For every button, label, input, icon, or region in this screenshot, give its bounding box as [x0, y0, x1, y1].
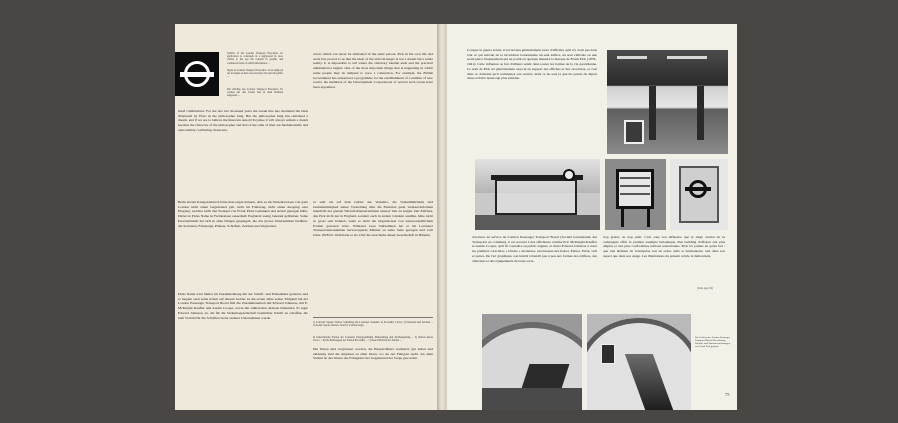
- german-text-column-1-continued: Picks Name wird immer im Zusammenhang mit der Schrift- und Plakatkunst genannt, und er begann auch seine Arbeit auf diesem Gebiet. In die ersten Jahre seiner Tätigkeit bei der London Passenger Transport Board fällt die Zusammenarbeit mit Edward Johnston, mit E. McKnight Kauffer und Austin Cooper, sowie mit zahlreichen anderen Künstlern. Er regte Edward Johnston an, die für die Verkehrsgesellschaft bestimmte Schrift zu schaffen, die zum Vorbild für die Schriften vieler anderer Unternehmen wurde.: [178, 292, 308, 320]
- notice-line: [620, 193, 650, 195]
- german-text-column-1: Beim letzten Kriegsausbruch hätte man sagen können, dass es im Verkehrswesen von ganz London nicht einen Gegenstand gab, nicht im Fahrzeug, nicht einen Ausgang oder Eingang, welcher nicht den Stempel von Frank Picks Gedanken und Arbeit getragen hätte. Dabei ist Picks Name in Fachkreisen ausserhalb Englands wenig bekannt geblieben. Seine Persönlichkeit hat sich in allen Dingen gespiegelt, die das grosse Unternehmen berührte: die Stationen, Fahrzeuge, Plakate, Schriften, Zeichen und Wegweiser.: [178, 200, 308, 228]
- underground-roundel-logo: [175, 52, 219, 96]
- pillar: [697, 86, 704, 140]
- right-page: [447, 24, 737, 410]
- english-text-column-2: actors which can never be embodied in the same person. Pick in his own life and work has proved to us that the ideal of the artist manager is not a dream but a noble reality. It is impossible to tell where the visionary idealist ends and the practical administrator begins. One of the most important things that is happening in which some people may be tempted to trace a connection. For example, the British Government has announced a programme for the establishment of a number of new towns; the members of the Development Corporations of several such towns have been appointed.: [313, 52, 433, 89]
- pavement: [475, 215, 600, 230]
- footnote-1: 1) Leicester Square Station, Schriftzug des Londoner Verkehrs. 2) Piccadilly Circus. 3) Stationen und Zeichen ... Leicester Square Station, detail of a lettered sign.: [313, 321, 433, 328]
- french-text-intro: Lorsque la guerre éclata, il est devenu généralement exact d'affirmer qu'il n'y avait pas dans tout ce qui relevait de la circulation londonienne un seul édifice, un seul véhicule ou une seule pièce d'équipement qui ne portât en quelque manière la marque de Frank Pick (1878–1941). Cette influence se fait d'ailleurs sentir dans toutes les formes de la vie quotidienne. Le nom de Pick est généralement associé au support des affiches et des caractères, et c'est dans ce domaine qu'il commença son oeuvre; mais ce ne sont là que les points de départ d'une activité beaucoup plus étendue.: [467, 48, 597, 81]
- notice-board: [616, 169, 654, 209]
- photo-platform-tunnel: [482, 314, 582, 410]
- german-text-column-2-end: Die Uhren sind vergrössert worden, die Hauptschilder verändert; gut lesbar und eindeutig sind die Angaben an allen Orten, wo sie der Fahrgast sucht. An allen Stellen ist das Wesen des Fahrgastes der Gegenstand der Sorge geworden.: [313, 347, 433, 361]
- continued-note: (Suite page 84): [697, 287, 713, 290]
- roundel-bar: [180, 72, 214, 77]
- ceiling-light: [617, 56, 647, 59]
- photo-bus-shelter: [475, 159, 600, 230]
- french-text-column-1: d'oeuvrer au service du London Passenger Transport Board (Société londonienne des Transports en commun), il est recouru à des affichistes comme Eric McKnight-Kauffer et Austin Cooper, qu'il fit connaître au public anglais, et invita Edward Johnston à créer les premiers caractères « bâtons » modernes, précurseurs des Kabel, Futura, Erbar, Gill et autres. De l'art graphique, son intérêt s'étendit peu à peu aux formes des édifices, des véhicules et des équipements de toute sorte.: [472, 235, 597, 263]
- notice-line: [620, 185, 650, 187]
- platform: [482, 388, 582, 410]
- wall-panel: [601, 344, 615, 364]
- logo-caption-french: Signe de London Transport Executive. Il est employé sur les lignes et dans tous les lieux d'accueil du public ...: [227, 69, 283, 79]
- page-number: 75: [725, 392, 730, 397]
- pillar: [649, 86, 656, 140]
- logo-caption-english: Symbol of the London Transport Executive. Its application is consistent in a signposted in case, visible to the eye the roundel in graphic and continuous form, in which information ...: [227, 52, 283, 65]
- roundel-bar-icon: [685, 187, 711, 191]
- logo-caption-german: Die Zeichen des London Transport Executive. Es werden auf den Linien und in allen Räumen eingesetzt ...: [227, 88, 283, 98]
- photo-notice-board: [605, 159, 666, 230]
- board-leg: [621, 209, 624, 227]
- photo-roundel-sign: [670, 159, 728, 230]
- photo-station-interior: [607, 50, 728, 154]
- board-leg: [647, 209, 650, 227]
- french-text-column-2: trop grand, ou trop petit. C'est sous son influence que le siège central de sa compagnie offrit le premier exemple britannique d'un building d'affaires aux plus amples et aux plus confortables stations souterraines. Pick n'a jamais eu qu'un but : que tout élément de l'entreprise soit en ordre, utile et harmonieux, tant dans son aspect que dans son usage. Les illustrations du présent article le démontrent.: [603, 235, 725, 258]
- shelter: [495, 179, 577, 215]
- photo-caption: Die Zeichen der London Passenger Transport Board: Beleuchtung, Schilder und Stationseinrichtungen, von Frank Pick geplant.: [695, 336, 731, 349]
- notice-line: [620, 177, 650, 179]
- bus-stop-sign: [563, 169, 575, 181]
- ceiling-light: [667, 56, 707, 59]
- kiosk: [624, 120, 644, 144]
- photo-escalator-hall: [587, 314, 691, 410]
- footnote-2: 4) Unterirdische Station der Londoner Untergrundbahn, Beleuchtung und Zeichengebung ... 5) Station Arnos Grove ... 6) Die Rolltreppen der Station Piccadilly ... 7) Neue Plattform der Station ...: [313, 336, 433, 343]
- book-gutter: [437, 24, 447, 410]
- footnote-rule: [313, 317, 433, 318]
- left-page: [175, 24, 437, 410]
- german-text-column-2: so sehr als auf dem Gebiet des Verkehrs, die Volkstümlichkeit und Gemeinnützigkeit seiner Vorstellung über die Funktion guter Gebrauchsformen innerhalb der ganzen Wirtschaftsunternehmen unserer Zeit zu zeigen. Der Einfluss, den Pick nicht nur in England, sondern auch in andern Ländern ausübte, hätte nicht so gross sein können, wenn er nicht die Organisation von ausserordentlichem Format gewesen wäre. Während zwei Jahrzehnten hat er im Londoner Transportunternehmen hervorragende Männer an seine Seite gezogen und vom Jahre 1928 bis 1940 hatte er als Chef die Geschicke dieser Gesellschaft in Händen.: [313, 200, 433, 237]
- english-text-column-1: itself combination. For the last two thousand years the Greek line has cherished the ideal illustrated by Plato in the philosopher king. But the philosopher king has remained a dream, and if we are to believe the historian Arnold Toynbee it will always remain a dream because the character of the philosopher and that of the ruler of men are fundamentally and unavoidably conflicting characters.: [178, 109, 308, 132]
